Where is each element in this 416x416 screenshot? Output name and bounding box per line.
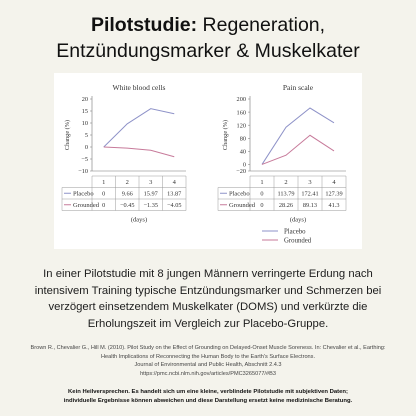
chart1-value-label: −1.35 bbox=[143, 202, 159, 209]
chart2-legend-label-placebo: Placebo bbox=[284, 228, 306, 236]
chart1-category-label: 3 bbox=[149, 179, 153, 186]
chart1-series-placebo-line bbox=[104, 109, 175, 147]
chart2-y-tick-label: 80 bbox=[239, 135, 246, 143]
chart2-ylabel: Change (%) bbox=[222, 119, 229, 151]
chart2-value-label: 0 bbox=[260, 202, 264, 209]
chart1-row-label-placebo: Placebo bbox=[73, 190, 94, 198]
chart1-series-grounded-line bbox=[104, 147, 175, 157]
chart2-y-tick-label: 200 bbox=[236, 96, 246, 104]
chart2-category-label: 2 bbox=[284, 179, 288, 186]
disclaimer bbox=[14, 388, 402, 406]
title-bold: Pilotstudie: bbox=[90, 14, 198, 36]
chart2-y-tick-label: 160 bbox=[236, 109, 246, 117]
page-subtitle: Entzündungsmarker & Muskelkater bbox=[56, 40, 360, 62]
chart2-row-label-grounded: Grounded bbox=[229, 202, 255, 209]
chart1-y-tick-label: −5 bbox=[81, 156, 88, 164]
chart1-y-tick-label: 10 bbox=[81, 120, 88, 128]
chart2-value-label: 41.3 bbox=[328, 202, 340, 209]
chart2-value-label: 0 bbox=[260, 190, 264, 198]
citation-line-2: Journal of Environmental and Public Health, Abschnitt 2.4.3 bbox=[134, 362, 282, 369]
chart2-category-label: 3 bbox=[308, 179, 312, 186]
chart1-value-label: −0.45 bbox=[119, 202, 135, 209]
citation-link[interactable]: https://pmc.ncbi.nlm.nih.gov/articles/PMC3265077/#B3 bbox=[140, 370, 276, 377]
chart2-value-label: 89.13 bbox=[302, 202, 318, 209]
chart1-value-label: 0 bbox=[102, 190, 106, 198]
chart2-value-label: 172.41 bbox=[301, 190, 319, 198]
chart1-row-label-grounded: Grounded bbox=[73, 202, 99, 209]
disclaimer-line-2: individuelle Ergebnisse können abweichen und diese Darstellung ersetzt keine medizinische Beratung. bbox=[63, 398, 353, 404]
chart2-category-label: 1 bbox=[260, 179, 264, 186]
chart2-xlabel: (days) bbox=[289, 216, 307, 224]
citation-line-1: Brown R., Chevalier G., Hill M. (2010). Pilot Study on the Effect of Grounding on Delayed-Onset Muscle Soreness. In: Chevalier et al., Earthing: Health Implications of Reconnecting the Human Body to the Earth's Surface Electrons. bbox=[30, 345, 386, 360]
chart1-y-tick-label: 0 bbox=[84, 144, 88, 152]
disclaimer-line-1: Kein Heilversprechen. Es handelt sich um eine kleine, verblindete Pilotstudie mit subjektiven Daten; bbox=[68, 389, 348, 395]
chart2-title: Pain scale bbox=[282, 83, 314, 92]
chart1-y-tick-label: 15 bbox=[81, 108, 88, 116]
chart1-category-label: 1 bbox=[102, 179, 106, 186]
citation bbox=[22, 344, 394, 378]
chart2-y-tick-label: 40 bbox=[239, 148, 246, 156]
chart2-y-tick-label: −20 bbox=[236, 168, 246, 176]
chart2-series-grounded-line bbox=[262, 135, 334, 164]
chart2-row-label-placebo: Placebo bbox=[229, 190, 250, 198]
chart1-ylabel: Change (%) bbox=[64, 119, 71, 151]
page-title bbox=[0, 13, 416, 37]
chart2-series-placebo-line bbox=[262, 108, 334, 164]
chart1-category-label: 4 bbox=[172, 179, 176, 186]
chart2-legend-label-grounded: Grounded bbox=[284, 237, 312, 245]
study-figure bbox=[54, 73, 362, 249]
chart1-value-label: 13.87 bbox=[167, 190, 182, 198]
chart2-value-label: 127.39 bbox=[325, 190, 343, 198]
study-description: In einer Pilotstudie mit 8 jungen Männern verringerte Erdung nach intensivem Training typische Entzündungsmarker und Schmerzen bei verzögert einsetzendem Muskelkater (DOMS) und verkürzte die Erholungszeit im Vergleich zur Placebo-Gruppe. bbox=[34, 268, 382, 330]
title-rest: Regeneration, bbox=[197, 14, 326, 36]
chart2-value-label: 113.79 bbox=[277, 190, 295, 198]
chart2-y-tick-label: 0 bbox=[242, 161, 246, 169]
chart1-value-label: 9.66 bbox=[121, 190, 133, 198]
chart1-y-tick-label: −10 bbox=[78, 168, 88, 176]
chart1-y-tick-label: 20 bbox=[81, 96, 88, 104]
chart1-xlabel: (days) bbox=[130, 216, 148, 224]
chart1-title: White blood cells bbox=[112, 83, 166, 92]
chart1-value-label: 0 bbox=[102, 202, 106, 209]
chart2-value-label: 28.26 bbox=[278, 202, 294, 209]
chart2-y-tick-label: 120 bbox=[236, 122, 246, 130]
chart1-y-tick-label: 5 bbox=[84, 132, 88, 140]
chart2-category-label: 4 bbox=[332, 179, 336, 186]
charts-svg bbox=[54, 73, 362, 249]
chart1-value-label: −4.05 bbox=[166, 202, 182, 209]
chart1-category-label: 2 bbox=[125, 179, 129, 186]
chart1-value-label: 15.97 bbox=[143, 190, 158, 198]
